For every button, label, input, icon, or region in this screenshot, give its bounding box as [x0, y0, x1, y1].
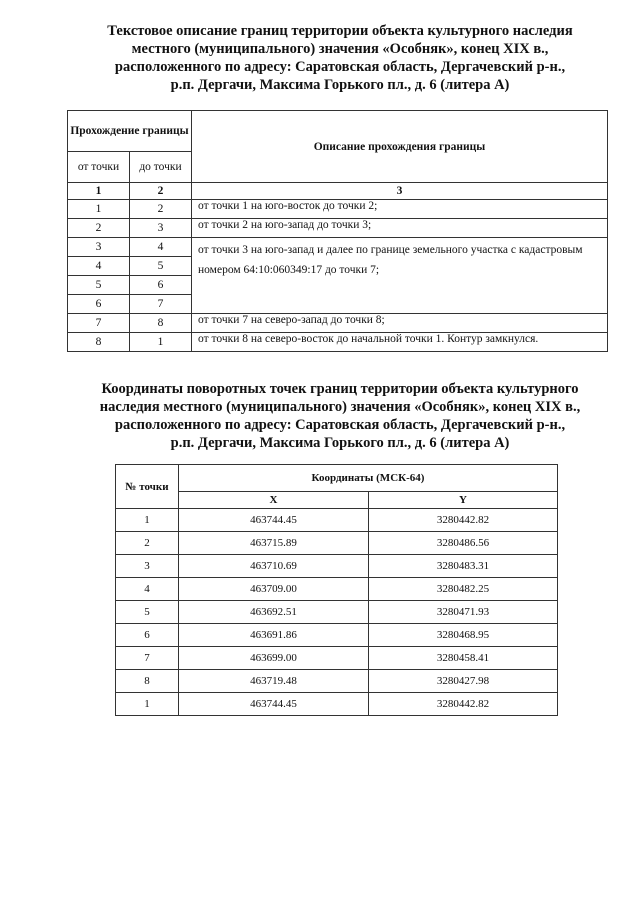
- coord-x: 463744.45: [179, 509, 369, 532]
- coord-x: 463719.48: [179, 670, 369, 693]
- to-point: 3: [130, 219, 192, 238]
- table-row: [68, 238, 608, 257]
- table-row: [68, 314, 608, 333]
- heading-coordinates: [60, 380, 620, 452]
- from-point: 7: [68, 314, 130, 333]
- boundary-description: от точки 8 на северо-восток до начальной точки 1. Контур замкнулся.: [192, 333, 608, 352]
- boundary-description: от точки 3 на юго-запад и далее по границе земельного участка с кадастровым номером 64:10:060349:17 до точки 7;: [192, 238, 608, 314]
- point-number: 2: [116, 532, 179, 555]
- from-point: 6: [68, 295, 130, 314]
- column-number: 1: [68, 183, 130, 200]
- coord-y: 3280442.82: [369, 693, 558, 716]
- heading-text-description: [60, 22, 620, 94]
- coord-x: 463744.45: [179, 693, 369, 716]
- coord-y: 3280458.41: [369, 647, 558, 670]
- table-row: [68, 200, 608, 219]
- table-row: [68, 219, 608, 238]
- table-row: [68, 333, 608, 352]
- boundary-description: от точки 7 на северо-запад до точки 8;: [192, 314, 608, 333]
- table-row: [116, 555, 558, 578]
- point-number: 5: [116, 601, 179, 624]
- table-header-row: [116, 492, 558, 509]
- from-point: 3: [68, 238, 130, 257]
- coord-y: 3280471.93: [369, 601, 558, 624]
- to-point: 8: [130, 314, 192, 333]
- to-point: 1: [130, 333, 192, 352]
- header-from: от точки: [68, 152, 130, 183]
- header-x: X: [179, 492, 369, 509]
- coord-x: 463710.69: [179, 555, 369, 578]
- to-point: 5: [130, 257, 192, 276]
- table-row: [116, 670, 558, 693]
- column-number: 2: [130, 183, 192, 200]
- coordinates-table: [115, 464, 558, 716]
- coord-y: 3280468.95: [369, 624, 558, 647]
- coord-x: 463692.51: [179, 601, 369, 624]
- header-to: до точки: [130, 152, 192, 183]
- column-number: 3: [192, 183, 608, 200]
- heading-line: наследия местного (муниципального) значения «Особняк», конец XIX в.,: [99, 399, 581, 415]
- coord-x: 463715.89: [179, 532, 369, 555]
- to-point: 7: [130, 295, 192, 314]
- heading-line: р.п. Дергачи, Максима Горького пл., д. 6 (литера А): [170, 435, 510, 451]
- table-header-row: [68, 111, 608, 152]
- coord-x: 463691.86: [179, 624, 369, 647]
- header-description: Описание прохождения границы: [192, 111, 608, 183]
- from-point: 8: [68, 333, 130, 352]
- point-number: 8: [116, 670, 179, 693]
- heading-line: расположенного по адресу: Саратовская область, Дергачевский р-н.,: [114, 59, 566, 75]
- point-number: 6: [116, 624, 179, 647]
- coord-y: 3280483.31: [369, 555, 558, 578]
- point-number: 1: [116, 693, 179, 716]
- table-row: [116, 647, 558, 670]
- from-point: 2: [68, 219, 130, 238]
- coord-y: 3280482.25: [369, 578, 558, 601]
- heading-line: Текстовое описание границ территории объекта культурного наследия: [107, 23, 573, 39]
- header-passage: Прохождение границы: [68, 111, 192, 152]
- to-point: 6: [130, 276, 192, 295]
- table-row: [116, 624, 558, 647]
- table-row: [116, 601, 558, 624]
- from-point: 4: [68, 257, 130, 276]
- column-numbers-row: [68, 183, 608, 200]
- to-point: 2: [130, 200, 192, 219]
- heading-line: расположенного по адресу: Саратовская область, Дергачевский р-н.,: [114, 417, 566, 433]
- point-number: 4: [116, 578, 179, 601]
- from-point: 5: [68, 276, 130, 295]
- to-point: 4: [130, 238, 192, 257]
- heading-line: р.п. Дергачи, Максима Горького пл., д. 6 (литера А): [170, 77, 510, 93]
- boundary-description: от точки 2 на юго-запад до точки 3;: [192, 219, 608, 238]
- coord-x: 463709.00: [179, 578, 369, 601]
- coord-x: 463699.00: [179, 647, 369, 670]
- point-number: 7: [116, 647, 179, 670]
- point-number: 3: [116, 555, 179, 578]
- table-row: [116, 693, 558, 716]
- coord-y: 3280427.98: [369, 670, 558, 693]
- table-row: [116, 532, 558, 555]
- header-point: № точки: [116, 465, 179, 509]
- table-row: [116, 578, 558, 601]
- coord-y: 3280442.82: [369, 509, 558, 532]
- heading-line: Координаты поворотных точек границ территории объекта культурного: [101, 381, 579, 397]
- table-header-row: [116, 465, 558, 492]
- table-row: [116, 509, 558, 532]
- coord-y: 3280486.56: [369, 532, 558, 555]
- header-y: Y: [369, 492, 558, 509]
- boundary-description: от точки 1 на юго-восток до точки 2;: [192, 200, 608, 219]
- header-coordinates: Координаты (МСК-64): [179, 465, 558, 492]
- from-point: 1: [68, 200, 130, 219]
- point-number: 1: [116, 509, 179, 532]
- boundary-description-table: [67, 110, 608, 352]
- heading-line: местного (муниципального) значения «Особняк», конец XIX в.,: [131, 41, 549, 57]
